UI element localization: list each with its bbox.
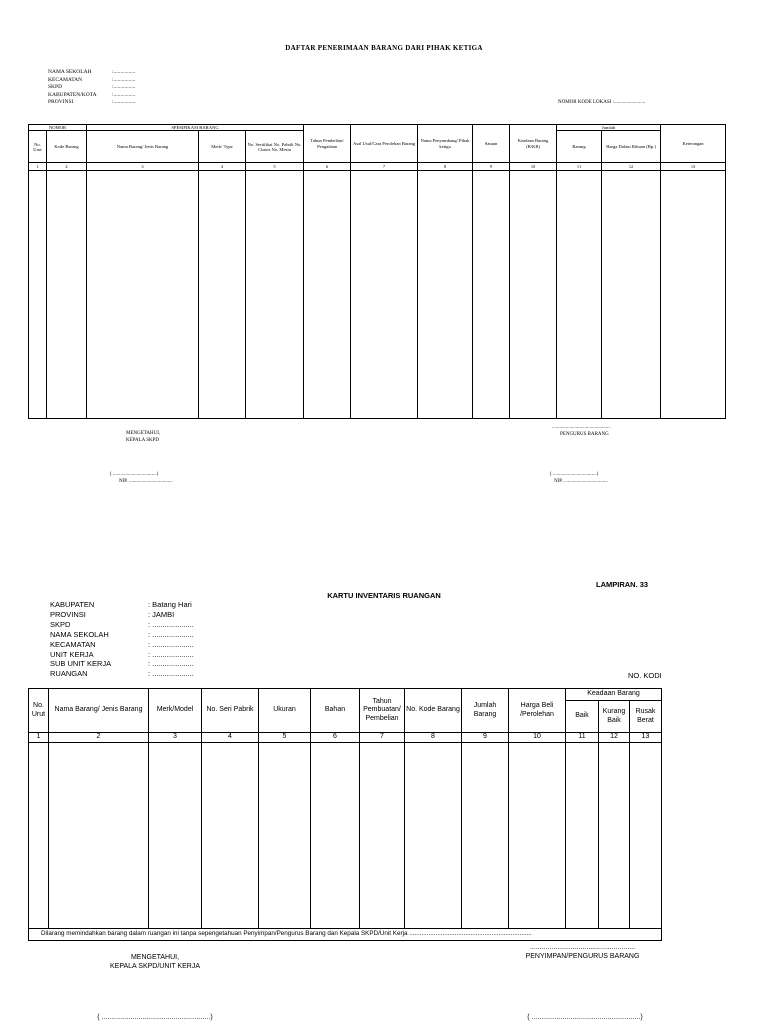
column-number-row bbox=[29, 733, 662, 743]
col-number: 2 bbox=[47, 163, 87, 171]
header-ukuran: Ukuran bbox=[259, 689, 311, 733]
header-penyumbang: Nama Penyumbang/ Pihak ketiga bbox=[418, 125, 473, 163]
header-rusak-berat: Rusak Berat bbox=[630, 701, 662, 733]
header-barang: Barang bbox=[557, 131, 602, 163]
col-number: 11 bbox=[566, 733, 599, 743]
header-jumlah: Jumlah bbox=[557, 125, 661, 131]
header-row-1 bbox=[29, 689, 662, 701]
info-value[interactable]: : .................... bbox=[148, 659, 194, 669]
col-number: 5 bbox=[259, 733, 311, 743]
form1-signature-right bbox=[552, 425, 611, 438]
col-number: 9 bbox=[462, 733, 509, 743]
header-no-seri-pabrik: No. Seri Pabrik bbox=[202, 689, 259, 733]
header-tahun: Tahun Pembuatan/ Pembelian bbox=[360, 689, 405, 733]
kartu-inventaris-table bbox=[28, 688, 662, 941]
info-value[interactable]: :................ bbox=[112, 91, 136, 98]
form2-signature-left bbox=[90, 953, 220, 971]
header-keadaan-barang: Keadaan Barang bbox=[566, 689, 662, 701]
header-bahan: Bahan bbox=[311, 689, 360, 733]
lampiran-label: LAMPIRAN. 33 bbox=[596, 580, 649, 589]
table-cell[interactable] bbox=[351, 171, 418, 419]
col-number: 2 bbox=[49, 733, 149, 743]
col-number: 11 bbox=[557, 163, 602, 171]
header-nama-barang: Nama Barang/ Jenis Barang bbox=[49, 689, 149, 733]
col-number: 5 bbox=[246, 163, 304, 171]
info-row-nama-sekolah bbox=[50, 630, 194, 640]
table-body-row bbox=[29, 171, 726, 419]
info-row-nama-sekolah bbox=[48, 69, 152, 77]
table-cell[interactable] bbox=[360, 742, 405, 928]
col-number: 12 bbox=[602, 163, 661, 171]
header-no-kode-barang: No. Kode Barang bbox=[405, 689, 462, 733]
header-merk: Merk/ Type bbox=[199, 131, 246, 163]
col-number: 7 bbox=[351, 163, 418, 171]
info-row-kecamatan bbox=[48, 77, 152, 85]
table-cell[interactable] bbox=[473, 171, 510, 419]
info-value[interactable]: : .................... bbox=[148, 639, 194, 649]
sig-nip-blank[interactable]: NIP. ................................... bbox=[554, 478, 608, 484]
table-cell[interactable] bbox=[630, 742, 662, 928]
header-nomor: NOMOR bbox=[29, 125, 87, 131]
sig-mengetahui: MENGETAHUI, bbox=[126, 431, 161, 436]
sig-name-blank[interactable]: ( ........................................................) bbox=[97, 1014, 213, 1021]
table-cell[interactable] bbox=[311, 742, 360, 928]
info-row-kabupaten-kota bbox=[48, 92, 152, 100]
sig-mengetahui: MENGETAHUI, bbox=[130, 954, 180, 961]
table-body-row bbox=[29, 742, 662, 928]
table-cell[interactable] bbox=[566, 742, 599, 928]
info-label: KECAMATAN bbox=[48, 76, 83, 83]
info-label: UNIT KERJA bbox=[50, 649, 94, 659]
info-label: SKPD bbox=[48, 84, 63, 90]
table-cell[interactable] bbox=[149, 742, 202, 928]
form2-info-block bbox=[50, 600, 194, 679]
sig-name-blank[interactable]: ( ...................................) bbox=[110, 472, 159, 477]
col-number: 6 bbox=[304, 163, 351, 171]
header-baik: Baik bbox=[566, 701, 599, 733]
table-cell[interactable] bbox=[246, 171, 304, 419]
col-number: 12 bbox=[599, 733, 630, 743]
form1-title: DAFTAR PENERIMAAN BARANG DARI PIHAK KETIGA bbox=[285, 44, 483, 52]
form1-signature-right-name bbox=[550, 472, 608, 485]
table-cell[interactable] bbox=[29, 742, 49, 928]
sig-kepala-skpd: KEPALA SKPD bbox=[126, 437, 160, 443]
info-row-sub-unit-kerja bbox=[50, 659, 194, 669]
sig-kepala-skpd-unit-kerja: KEPALA SKPD/UNIT KERJA bbox=[110, 963, 200, 970]
col-number: 8 bbox=[418, 163, 473, 171]
col-number: 3 bbox=[149, 733, 202, 743]
table-cell[interactable] bbox=[29, 171, 47, 419]
info-value[interactable]: :................ bbox=[112, 69, 136, 75]
info-row-provinsi bbox=[50, 610, 194, 620]
penerimaan-barang-table bbox=[28, 124, 726, 419]
header-jumlah-barang: Jumlah Barang bbox=[462, 689, 509, 733]
table-cell[interactable] bbox=[304, 171, 351, 419]
table-cell[interactable] bbox=[510, 171, 557, 419]
header-harga: Harga Dalam Ribuan (Rp.) bbox=[602, 131, 661, 163]
sig-name-blank[interactable]: ( ........................................................) bbox=[527, 1014, 643, 1021]
header-no-urut: No. Urut bbox=[29, 689, 49, 733]
form1-signature-left bbox=[126, 431, 160, 444]
table-cell[interactable] bbox=[509, 742, 566, 928]
info-row-skpd bbox=[48, 84, 152, 92]
info-row-ruangan bbox=[50, 669, 194, 679]
info-value[interactable]: :................ bbox=[112, 76, 136, 83]
info-value[interactable]: : .................... bbox=[148, 629, 194, 639]
info-value[interactable]: :................ bbox=[112, 84, 136, 90]
info-label: KABUPATEN/KOTA bbox=[48, 91, 97, 98]
header-keadaan: Keadaan Barang (B/KB) bbox=[510, 125, 557, 163]
sig-dots: ...................................................... bbox=[529, 944, 636, 951]
table-cell[interactable] bbox=[418, 171, 473, 419]
info-row-provinsi bbox=[48, 99, 152, 107]
header-satuan: Satuan bbox=[473, 125, 510, 163]
info-value[interactable]: : .................... bbox=[148, 649, 194, 659]
form2-signature-right-name bbox=[510, 1013, 660, 1022]
info-label: KABUPATEN bbox=[50, 600, 95, 609]
table-cell[interactable] bbox=[462, 742, 509, 928]
table-cell[interactable] bbox=[202, 742, 259, 928]
col-number: 3 bbox=[87, 163, 199, 171]
info-value[interactable]: : Batang Hari bbox=[148, 600, 192, 609]
info-label: RUANGAN bbox=[50, 669, 88, 679]
form2-signature-right bbox=[515, 943, 650, 961]
header-keterangan: Keterangan bbox=[661, 125, 726, 163]
info-value[interactable]: : .................... bbox=[148, 619, 194, 629]
sig-pengurus-barang: PENGURUS BARANG bbox=[560, 431, 609, 437]
col-number: 13 bbox=[630, 733, 662, 743]
info-label: SUB UNIT KERJA bbox=[50, 659, 112, 669]
header-merk-model: Merk/Model bbox=[149, 689, 202, 733]
header-spesifikasi: SPESIFIKASI BARANG bbox=[87, 125, 304, 131]
info-label: NAMA SEKOLAH bbox=[50, 629, 109, 639]
col-number: 10 bbox=[510, 163, 557, 171]
table-cell[interactable] bbox=[405, 742, 462, 928]
col-number: 9 bbox=[473, 163, 510, 171]
info-value[interactable]: : .................... bbox=[148, 669, 194, 679]
info-value[interactable]: :................ bbox=[112, 99, 136, 105]
table-cell[interactable] bbox=[47, 171, 87, 419]
header-kode-barang: Kode Barang bbox=[47, 131, 87, 163]
table-cell[interactable] bbox=[259, 742, 311, 928]
footer-note: Dilarang memindahkan barang dalam ruangan ini tanpa sepengetahuan Penyimpan/Pengurus Barang dan Kepala SKPD/Unit Kerja ...................................................................... bbox=[29, 928, 662, 940]
col-number: 4 bbox=[199, 163, 246, 171]
col-number: 7 bbox=[360, 733, 405, 743]
header-no-sertifikat: No. Sertifikat No. Pabrik No. Chasis No. Mesin bbox=[246, 131, 304, 163]
table-cell[interactable] bbox=[599, 742, 630, 928]
table-cell[interactable] bbox=[87, 171, 199, 419]
form2-title: KARTU INVENTARIS RUANGAN bbox=[327, 591, 441, 600]
col-number: 13 bbox=[661, 163, 726, 171]
col-number: 1 bbox=[29, 733, 49, 743]
sig-dots: ............................................... bbox=[552, 425, 611, 430]
info-value[interactable]: : JAMBI bbox=[148, 609, 175, 619]
info-row-kecamatan bbox=[50, 640, 194, 650]
header-kurang-baik: Kurang Baik bbox=[599, 701, 630, 733]
info-label: NAMA SEKOLAH bbox=[48, 69, 92, 75]
table-cell[interactable] bbox=[557, 171, 602, 419]
form1-signature-left-name bbox=[110, 472, 173, 485]
header-harga-beli: Harga Beli /Perolehan bbox=[509, 689, 566, 733]
form1-info-block bbox=[48, 69, 152, 107]
table-cell[interactable] bbox=[199, 171, 246, 419]
info-label: PROVINSI bbox=[48, 99, 74, 105]
col-number: 8 bbox=[405, 733, 462, 743]
nomor-kode-lokasi: NOMOR KODE LOKASI :......................... bbox=[558, 100, 646, 105]
col-number: 4 bbox=[202, 733, 259, 743]
column-number-row bbox=[29, 163, 726, 171]
header-nama-barang: Nama Barang/ Jenis Barang bbox=[87, 131, 199, 163]
info-row-unit-kerja bbox=[50, 650, 194, 660]
info-label: PROVINSI bbox=[50, 609, 86, 619]
col-number: 6 bbox=[311, 733, 360, 743]
table-cell[interactable] bbox=[49, 742, 149, 928]
no-kodi-label: NO. KODI bbox=[628, 671, 662, 680]
info-label: KECAMATAN bbox=[50, 639, 96, 649]
header-no-urut: No. Urut bbox=[29, 131, 47, 163]
table-cell[interactable] bbox=[602, 171, 661, 419]
col-number: 1 bbox=[29, 163, 47, 171]
info-row-skpd bbox=[50, 620, 194, 630]
table-footer-row bbox=[29, 928, 662, 940]
form2-signature-left-name bbox=[80, 1013, 230, 1022]
col-number: 10 bbox=[509, 733, 566, 743]
header-asal-usul: Asal Usul/Cara Perolehan Barang bbox=[351, 125, 418, 163]
table-cell[interactable] bbox=[661, 171, 726, 419]
info-row-kabupaten bbox=[50, 600, 194, 610]
header-tahun: Tahun Pembelian/ Pengadaan bbox=[304, 125, 351, 163]
info-label: SKPD bbox=[50, 619, 71, 629]
sig-penyimpan-pengurus: PENYIMPAN/PENGURUS BARANG bbox=[525, 953, 640, 960]
sig-name-blank[interactable]: ( ...................................) bbox=[550, 472, 599, 477]
sig-nip-blank[interactable]: NIP. ................................... bbox=[119, 478, 173, 484]
